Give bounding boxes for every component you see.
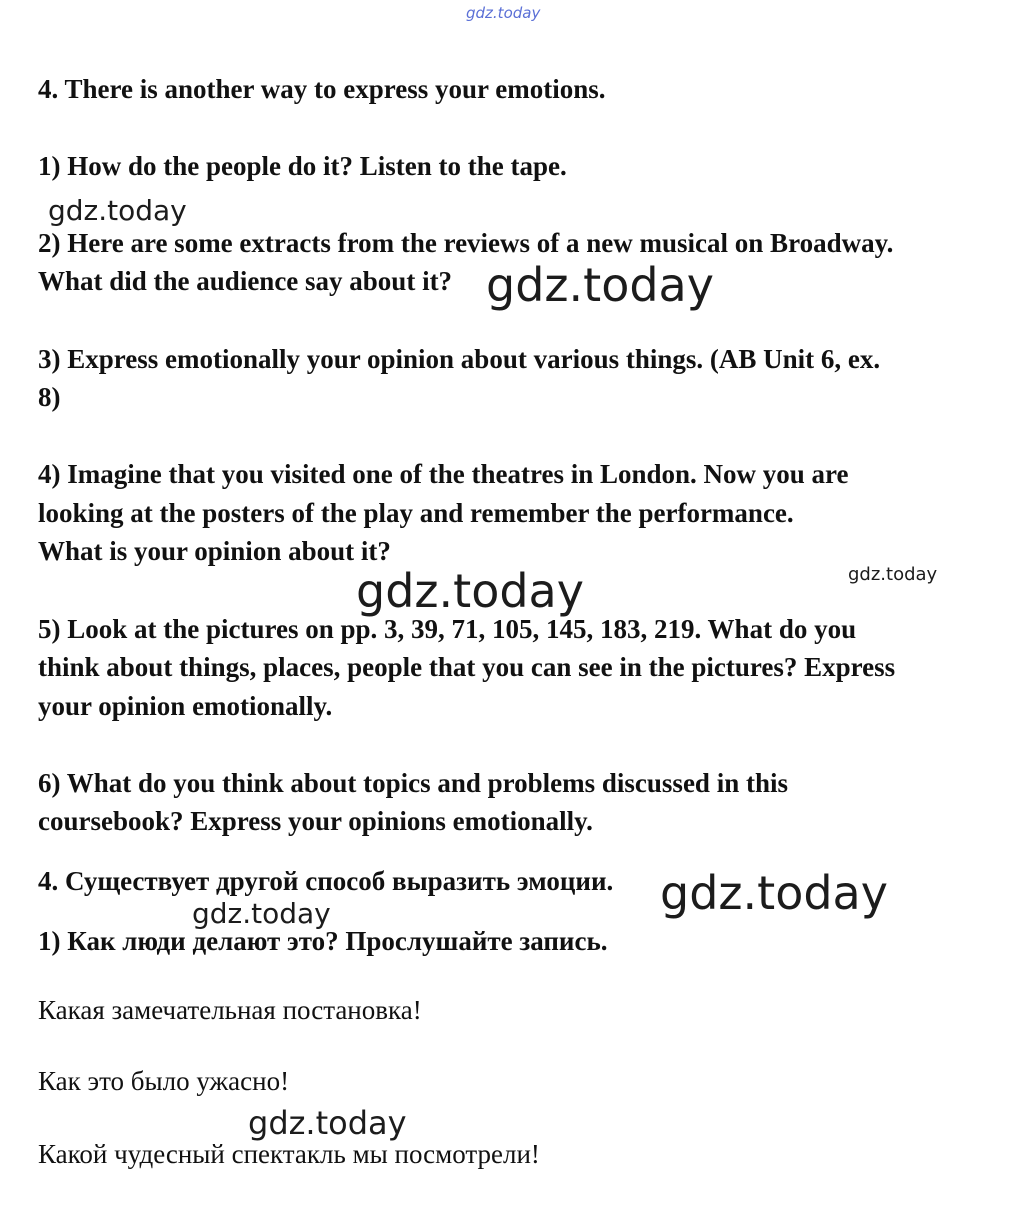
task-5-line-1: 5) Look at the pictures on pp. 3, 39, 71, 105, 145, 183, 219. What do you — [38, 614, 857, 644]
russian-heading: 4. Существует другой способ выразить эмоции. — [38, 866, 614, 896]
task-2-line-1: 2) Here are some extracts from the reviews of a new musical on Broadway. — [38, 228, 894, 258]
task-6-line-2: coursebook? Express your opinions emotionally. — [38, 806, 593, 836]
task-4-line-3: What is your opinion about it? — [38, 536, 391, 566]
watermark: gdz.today — [486, 258, 714, 312]
task-3-line-1: 3) Express emotionally your opinion about various things. (AB Unit 6, ex. — [38, 344, 881, 374]
task-1: 1) How do the people do it? Listen to the tape. — [38, 151, 567, 181]
watermark-top: gdz.today — [466, 4, 541, 22]
answer-1: Какая замечательная постановка! — [38, 995, 422, 1025]
task-4-line-2: looking at the posters of the play and remember the performance. — [38, 498, 794, 528]
task-6-line-1: 6) What do you think about topics and problems discussed in this — [38, 768, 788, 798]
watermark: gdz.today — [248, 1104, 407, 1142]
watermark: gdz.today — [848, 564, 938, 585]
task-5-line-2: think about things, places, people that you can see in the pictures? Express — [38, 652, 896, 682]
watermark: gdz.today — [356, 564, 584, 618]
answer-2: Как это было ужасно! — [38, 1066, 290, 1096]
answer-3: Какой чудесный спектакль мы посмотрели! — [38, 1139, 540, 1169]
watermark: gdz.today — [48, 194, 187, 227]
russian-task-1: 1) Как люди делают это? Прослушайте запись. — [38, 926, 608, 956]
exercise-heading: 4. There is another way to express your emotions. — [38, 74, 606, 104]
task-2-line-2: What did the audience say about it? — [38, 266, 453, 296]
task-3-line-2: 8) — [38, 382, 61, 412]
task-5-line-3: your opinion emotionally. — [38, 691, 333, 721]
task-4-line-1: 4) Imagine that you visited one of the theatres in London. Now you are — [38, 459, 849, 489]
watermark: gdz.today — [660, 866, 888, 920]
watermark: gdz.today — [192, 897, 331, 930]
